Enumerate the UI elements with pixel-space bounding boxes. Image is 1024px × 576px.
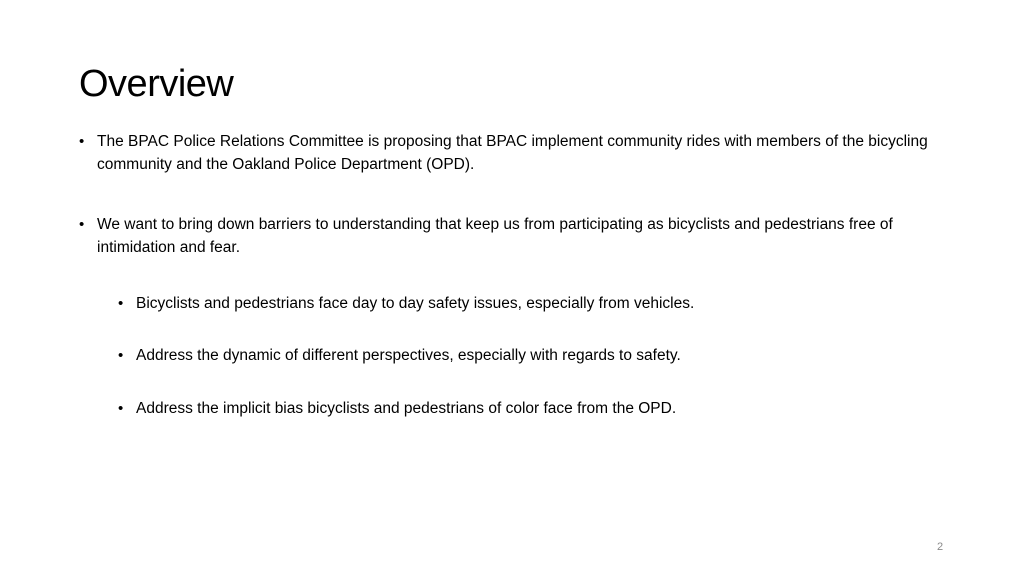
bullet-icon: •	[118, 347, 124, 364]
bullet-icon: •	[79, 133, 85, 150]
sub-bullet-item	[118, 397, 956, 420]
sub-bullet-item	[118, 344, 956, 367]
bullet-text: We want to bring down barriers to understanding that keep us from participating as bicyclists and pedestrians free of intimidation and fear.	[97, 216, 893, 256]
page-number: 2	[937, 541, 944, 553]
bullet-text: Bicyclists and pedestrians face day to day safety issues, especially from vehicles.	[136, 295, 695, 312]
sub-bullet-item	[118, 292, 956, 315]
bullet-text: Address the dynamic of different perspectives, especially with regards to safety.	[136, 347, 681, 364]
bullet-icon: •	[118, 295, 124, 312]
bullet-text: Address the implicit bias bicyclists and pedestrians of color face from the OPD.	[136, 400, 677, 417]
slide-title: Overview	[79, 63, 234, 105]
bullet-item	[79, 130, 957, 176]
bullet-icon: •	[79, 216, 85, 233]
bullet-icon: •	[118, 400, 124, 417]
bullet-item	[79, 213, 957, 259]
bullet-text: The BPAC Police Relations Committee is proposing that BPAC implement community rides with members of the bicycling community and the Oakland Police Department (OPD).	[97, 133, 928, 173]
